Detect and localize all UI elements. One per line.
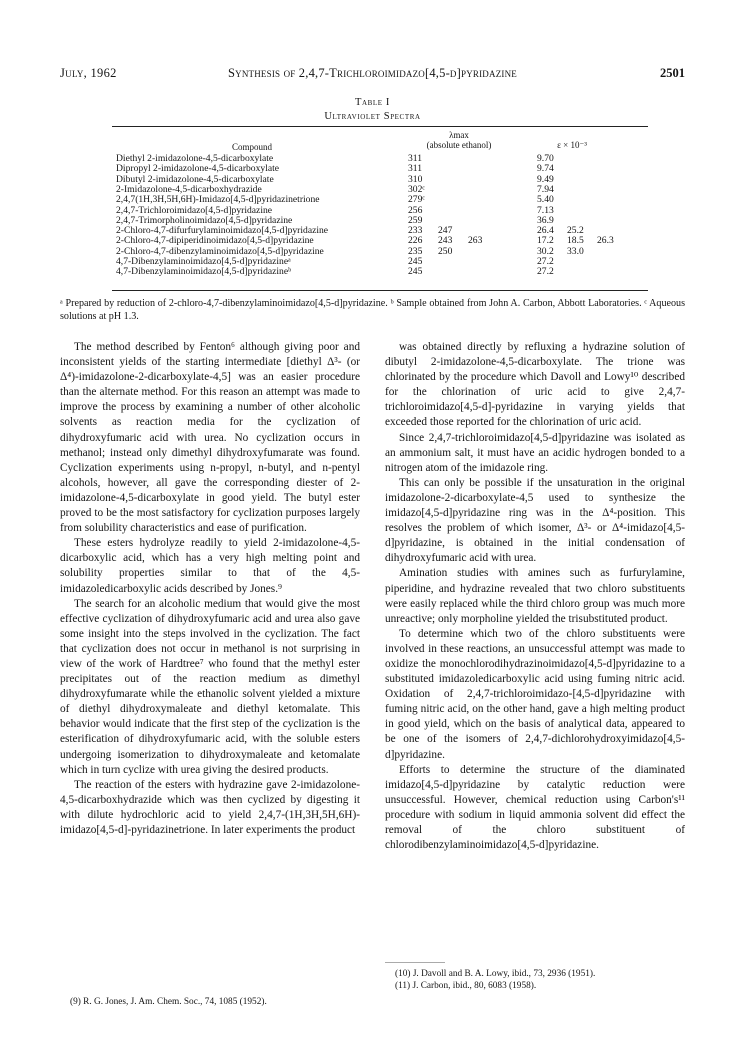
lambda-max-value: 259 [408,214,423,226]
epsilon-value: 25.2 [567,225,584,237]
lambda-max-value: 245 [408,266,423,278]
lambda-max-value: 311 [408,163,423,175]
lambda-max-value: 235 [408,245,423,257]
table-top-rule [112,126,648,127]
compound-name: 2-Chloro-4,7-dipiperidinoimidazo[4,5-d]pyridazine [116,235,314,247]
lambda-max-value: 245 [408,256,423,267]
epsilon-value: 9.70 [537,153,554,164]
lambda-max-value: 247 [438,225,453,237]
compound-name: 2,4,7(1H,3H,5H,6H)-Imidazo[4,5-d]pyridazinetrione [116,194,320,206]
epsilon-value: 30.2 [537,245,554,257]
paragraph: Since 2,4,7-trichloroimidazo[4,5-d]pyridazine was isolated as an ammonium salt, it must have an acidic hydrogen bonded to a nitrogen atom of the imidazole ring. [385,431,685,474]
table-footnote: ᵃ Prepared by reduction of 2-chloro-4,7-dibenzylaminoimidazo[4,5-d]pyridazine. ᵇ Sample obtained from John A. Carbon, Abbott Laboratories. ᶜ Aqueous solutions at pH 1.3. [60,298,685,322]
epsilon-value: 27.2 [537,256,554,267]
lambda-max-value: 226 [408,235,423,247]
lambda-max-value: 311 [408,153,423,164]
table-title: Ultraviolet Spectra [324,111,421,122]
running-head [60,66,685,82]
epsilon-value: 9.74 [537,163,554,175]
reference-divider [385,962,445,963]
references-left [60,996,360,1008]
reference: (9) R. G. Jones, J. Am. Chem. Soc., 74, 1085 (1952). [70,997,267,1007]
left-column [60,340,360,838]
paragraph: The search for an alcoholic medium that would give the most effective cyclization of dihydroxyfumaric acid and urea also gave some insight into the steps involved in the cyclization. The fact that cyclization does not occur in methanol is not surprising in view of the work of Hardtree⁷ who found that the methyl ester precipitates out of the reaction medium as dimethyl dihydroxyfumarate while the ethanolic solvent yielded a mixture of diethyl dihydroxymaleate and diethyl ketomalate. This behavior would indicate that the first step of the cyclization is the esterification of dihydroxyfumaric acid, with the soluble esters undergoing isomerization to dihydroxymaleate and ketomalate which in turn cyclize with urea giving the desired products. [60,597,360,776]
page-number: 2501 [660,66,685,80]
lambda-max-value: 302ᶜ [408,183,425,195]
table-row [112,267,648,277]
lambda-max-value: 256 [408,204,423,216]
lambda-max-value: 233 [408,225,423,237]
epsilon-value: 7.94 [537,183,554,195]
issue-date: July, 1962 [60,66,117,80]
compound-name: 2-Chloro-4,7-dibenzylaminoimidazo[4,5-d]pyridazine [116,245,324,257]
compound-name: Dibutyl 2-imidazolone-4,5-dicarboxylate [116,173,274,185]
lambda-max-value: 243 [438,235,453,247]
compound-name: 2-Chloro-4,7-difurfurylaminoimidazo[4,5-d]pyridazine [116,225,329,237]
references-right [385,968,685,992]
epsilon-value: 26.3 [597,235,614,247]
epsilon-value: 5.40 [537,194,554,206]
compound-name: Diethyl 2-imidazolone-4,5-dicarboxylate [116,153,274,164]
paragraph: Amination studies with amines such as furfurylamine, piperidine, and hydrazine revealed that two chloro substituents were easily replaced while the third chloro group was much more unreactive; only morpholine yielded the trisubstituted product. [385,567,685,625]
paragraph: The reaction of the esters with hydrazine gave 2-imidazolone-4,5-dicarboxhydrazide which was then cyclized by digesting it with dilute hydrochloric acid to yield 2,4,7-(1H,3H,5H,6H)-imidazo[4,5-d]-pyridazinetrione. In later experiments the product [60,778,360,836]
running-title: Synthesis of 2,4,7-Trichloroimidazo[4,5-d]pyridazine [227,66,517,80]
table-label: Table I [354,97,390,108]
col-header-lambda-sub: (absolute ethanol) [426,140,492,150]
reference: (10) J. Davoll and B. A. Lowy, ibid., 73, 2936 (1951). [395,969,596,979]
lambda-max-value: 263 [468,235,483,247]
lambda-max-value: 250 [438,245,453,257]
lambda-max-value: 279ᶜ [408,194,425,206]
table-row [112,195,648,205]
table-bottom-rule [112,290,648,291]
col-header-epsilon: ε × 10⁻³ [557,140,587,150]
lambda-max-value: 310 [408,173,423,185]
right-column [385,340,685,853]
paragraph: These esters hydrolyze readily to yield 2-imidazolone-4,5-dicarboxylic acid, which has a very high melting point and solubility properties similar to that of the 4,5-imidazoledicarboxylic acids described by Jones.⁹ [60,537,360,595]
compound-name: 2,4,7-Trichloroimidazo[4,5-d]pyridazine [116,204,273,216]
epsilon-value: 17.2 [537,235,554,247]
epsilon-value: 7.13 [537,204,554,216]
reference: (11) J. Carbon, ibid., 80, 6083 (1958). [395,981,537,991]
table-caption [0,96,745,124]
epsilon-value: 36.9 [537,214,554,226]
compound-name: Dipropyl 2-imidazolone-4,5-dicarboxylate [116,163,280,175]
compound-name: 4,7-Dibenzylaminoimidazo[4,5-d]pyridazineᵇ [116,266,292,278]
col-header-lambda: λmax [449,130,469,140]
epsilon-value: 33.0 [567,245,584,257]
paragraph: To determine which two of the chloro substituents were involved in these reactions, an unsuccessful attempt was made to oxidize the monochlorodihydrazinoimidazo[4,5-d]pyridazine to a substituted imidazoledicarboxylic acid using fuming nitric acid. Oxidation of 2,4,7-trichloroimidazo-[4,5-d]pyridazine with fuming nitric acid, on the other hand, gave a high melting product in good yield, which on the basis of analytical data, appeared to be one of the isomers of 2,4,7-dichlorohydroxyimidazo[4,5-d]pyridazine. [385,627,685,761]
col-header-compound: Compound [231,142,272,152]
compound-name: 2,4,7-Trimorpholinoimidazo[4,5-d]pyridazine [116,214,293,226]
paragraph: The method described by Fenton⁶ although giving poor and inconsistent yields of the starting intermediate [diethyl Δ³- (or Δ⁴)-imidazolone-2-dicarboxylate-4,5] was an easier procedure than the alternate method. For this reason an attempt was made to improve the process by examining a number of other alcoholic solvents as reaction media for the cyclization of dihydroxyfumaric acid with urea. No cyclization occurs in methanol; instead only dimethyl dihydroxyfumarate was found. Cyclization experiments using n-propyl, n-butyl, and n-pentyl alcohols, however, all gave the corresponding diester of 2-imidazolone-4,5-dicarboxylate in good yield. The butyl ester proved to be the most satisfactory for cyclization purposes largely from solubility characteristics and ease of purification. [60,341,360,535]
epsilon-value: 27.2 [537,266,554,278]
epsilon-value: 9.49 [537,173,554,185]
epsilon-value: 26.4 [537,225,554,237]
compound-name: 4,7-Dibenzylaminoimidazo[4,5-d]pyridazineᵃ [116,256,291,267]
paragraph: Efforts to determine the structure of the diaminated imidazo[4,5-d]pyridazine by catalytic reduction were unsuccessful. However, chemical reduction using Carbon's¹¹ procedure with sodium in liquid ammonia solvent did effect the removal of the chloro substituent of chlorodibenzylaminoimidazo[4,5-d]pyridazine. [385,763,685,852]
paragraph: was obtained directly by refluxing a hydrazine solution of dibutyl 2-imidazolone-4,5-dicarboxylate. The trione was chlorinated by the procedure which Davoll and Lowy¹⁰ described for the chlorination of uric acid to give 2,4,7-trichloroimidazo[4,5-d]-pyridazine in varying yields that exceeded those reported for the chlorination of uric acid. [385,341,685,429]
compound-name: 2-Imidazolone-4,5-dicarboxhydrazide [116,183,262,195]
paragraph: This can only be possible if the unsaturation in the original imidazolone-2-dicarboxylate-4,5 used to synthesize the imidazo[4,5-d]pyridazine ring was in the Δ⁴-position. This resolves the problem of which isomer, Δ³- or Δ⁴-imidazo[4,5-d]pyridazine, is obtained in the initial condensation of dihydroxyfumaric acid with urea. [385,476,685,565]
epsilon-value: 18.5 [567,235,584,247]
